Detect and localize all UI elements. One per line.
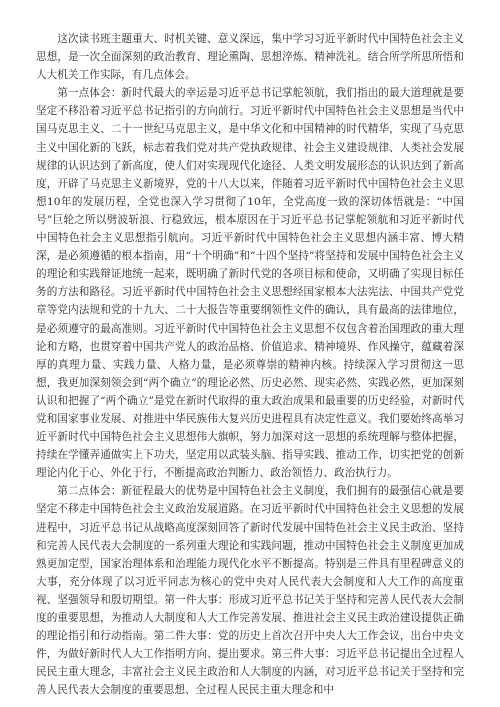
- paragraph-second-insight: 第二点体会：新征程最大的优势是中国特色社会主义制度，我们拥有的最强信心就是要坚定不移走中国特色社会主义政治发展道路。在习近平新时代中国特色社会主义思想的发展进程中，习近平总书记从战略高度深刻回答了新时代发展中国特色社会主义民主政治、坚持和完善人民代表大会制度的一系列重大理论和实践问题，推动中国特色社会主义制度更加成熟更加定型，国家治理体系和治理能力现代化水平不断提高。特别是三件具有里程碑意义的大事，充分体现了以习近平同志为核心的党中央对人民代表大会制度和人大工作的高度重视、坚强领导和殷切期望。第一件大事：形成习近平总书记关于坚持和完善人民代表大会制度的重要思想，为推动人大制度和人大工作完善发展、推进社会主义民主政治建设提供正确的理论指引和行动指南。第二件大事：党的历史上首次召开中央人大工作会议，出台中央文件，为做好新时代人大工作指明方向、提出要求。第三件大事：习近平总书记提出全过程人民民主重大理念，丰富社会主义民主政治和人大制度的内涵，对习近平总书记关于坚持和完善人民代表大会制度的重要思想、全过程人民民主重大理念和中: [36, 485, 464, 697]
- paragraph-intro: 这次读书班主题重大、时机关键、意义深远，集中学习习近平新时代中国特色社会主义思想，是一次全面深刻的政治教育、理论熏陶、思想淬炼、精神洗礼。结合所学所思所悟和人大机关工作实际，有几点体会。: [36, 33, 464, 82]
- paragraph-first-insight: 第一点体会：新时代最大的幸运是习近平总书记掌舵领航，我们指出的最大道理就是要坚定不移沿着习近平总书记指引的方向前行。习近平新时代中国特色社会主义思想是当代中国马克思主义、二十一世纪马克思主义，是中华文化和中国精神的时代精华，实现了马克思主义中国化新的飞跃，标志着我们党对共产党执政规律、社会主义建设规律、人类社会发展规律的认识达到了新高度，使人们对实现现代化途径、人类文明发展形态的认识达到了新高度，开辟了马克思主义新境界，党的十八大以来，伴随着习近平新时代中国特色社会主义思想10年的发展历程，全党也深入学习贯彻了10年，全党高度一致的深切体悟就是：“中国号”巨轮之所以劈波斩浪、行稳致远，根本原因在于习近平总书记掌舵领航和习近平新时代中国特色社会主义思想指引航向。习近平新时代中国特色社会主义思想内涵丰富、博大精深，是必须遵循的根本指南，用“十个明确”和“十四个坚持”将坚持和发展中国特色社会主义的理论和实践辩证地统一起来，既明确了新时代党的各项目标和使命，又明确了实现目标任务的方法和路径。习近平新时代中国特色社会主义思想经国家根本大法宪法、中国共产党党章等党内法规和党的十九大、二十大报告等重要纲领性文件的确认，具有最高的法律地位，是必须遵守的最高准则。习近平新时代中国特色社会主义思想不仅包含着治国理政的重大理论和方略，也贯穿着中国共产党人的政治品格、价值追求、精神境界、作风操守，蕴藏着深厚的真理力量、实践力量、人格力量，是必须尊崇的精神内核。持续深入学习贯彻这一思想，我更加深刻领会到“两个确立”的理论必然、历史必然、现实必然、实践必然，更加深刻认识和把握了“两个确立”是党在新时代取得的重大政治成果和最重要的历史经验，对新时代党和国家事业发展、对推进中华民族伟大复兴历史进程具有决定性意义。我们要始终高举习近平新时代中国特色社会主义思想伟大旗帜，努力加深对这一思想的系统理解与整体把握，持续在学懂弄通做实上下功夫，坚定用以武装头脑、指导实践、推动工作，切实把党的创新理论内化于心、外化于行，不断提高政治判断力、政治领悟力、政治执行力。: [36, 87, 464, 480]
- document-body: [36, 30, 464, 699]
